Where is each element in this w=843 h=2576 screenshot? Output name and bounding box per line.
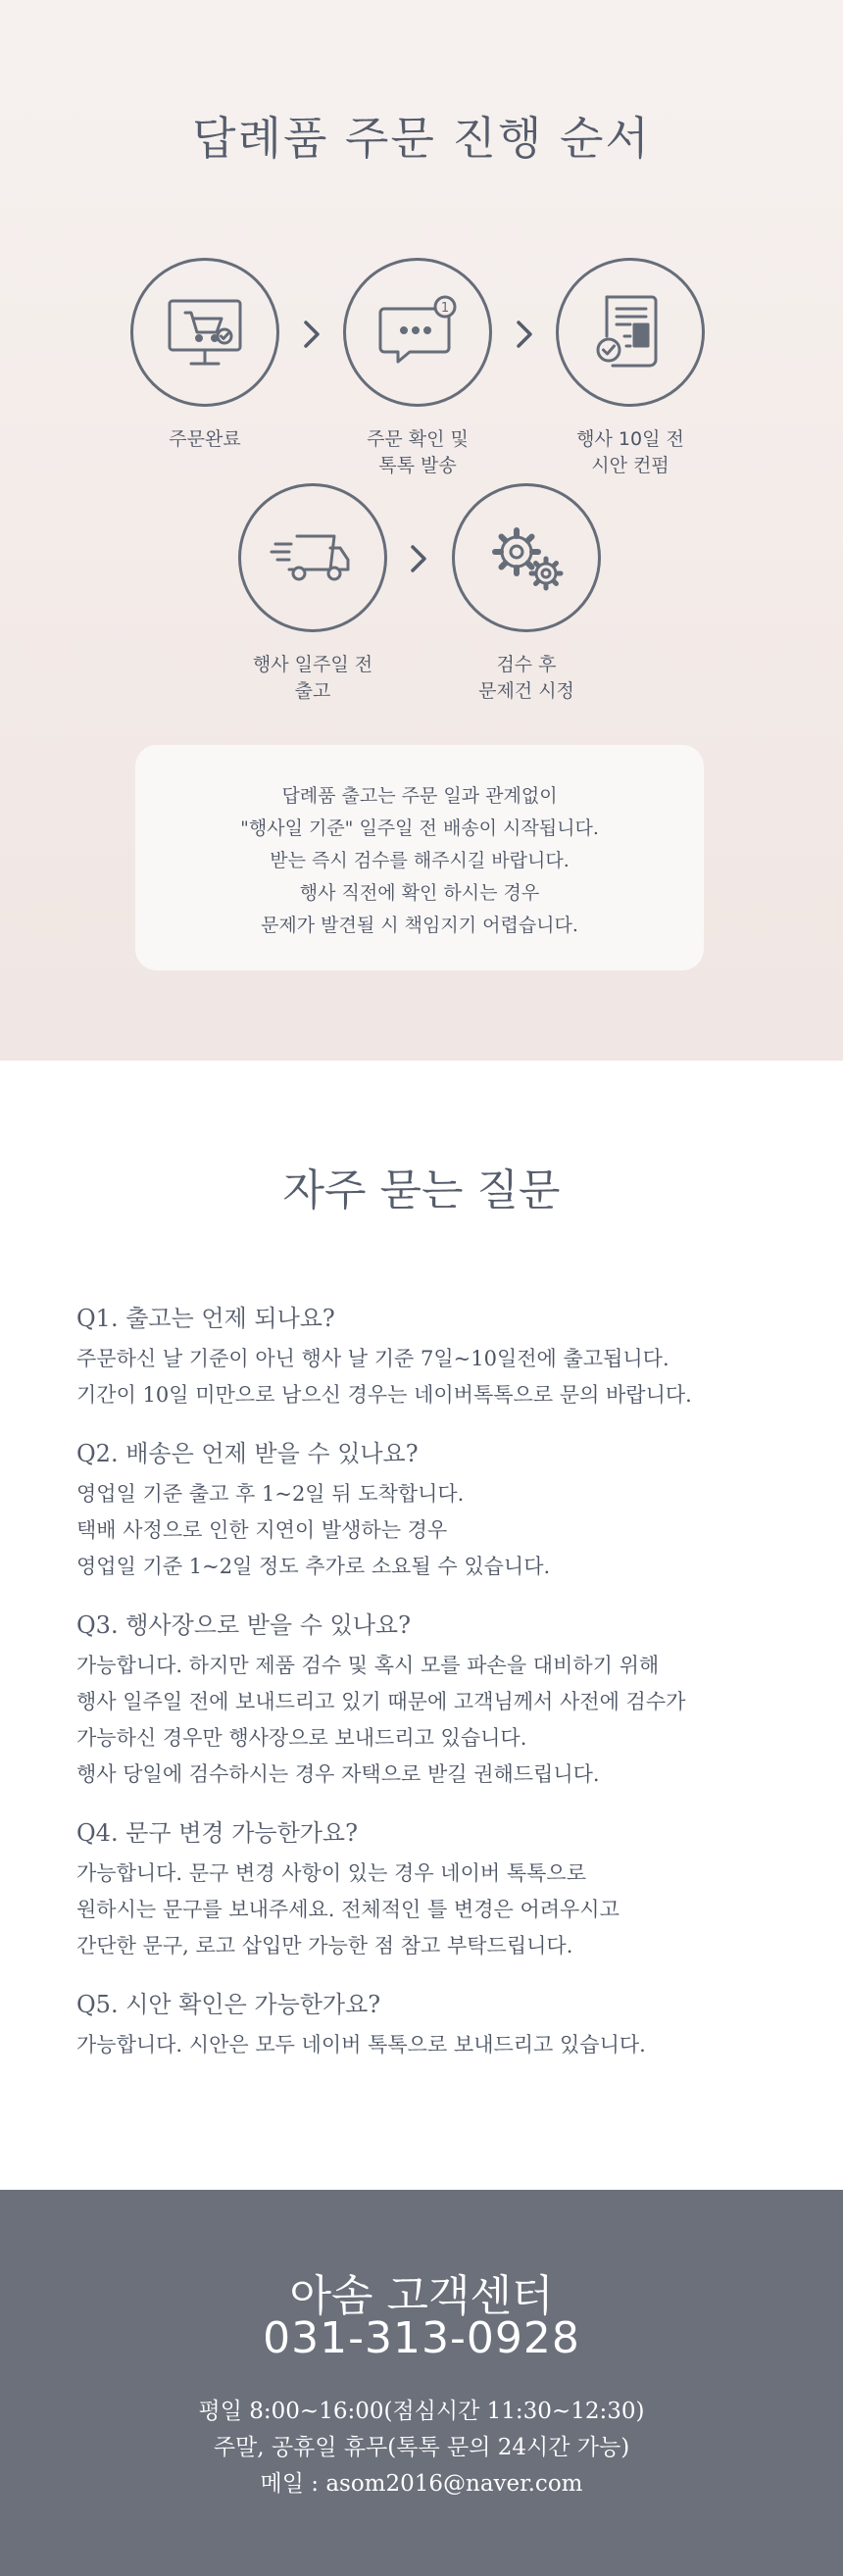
process-step-inspection	[419, 483, 634, 705]
faq-item	[76, 1988, 782, 2063]
faq-answer: 주문하신 날 기준이 아닌 행사 날 기준 7일~10일전에 출고됩니다. 기간이 10일 미만으로 남으신 경우는 네이버톡톡으로 문의 바랍니다.	[76, 1347, 692, 1407]
faq-list	[76, 1302, 782, 2087]
shipping-notice-box	[135, 745, 704, 970]
customer-center-section	[0, 2190, 843, 2576]
delivery-truck-icon	[270, 515, 356, 601]
faq-answer: 가능합니다. 문구 변경 사항이 있는 경우 네이버 톡톡으로 원하시는 문구를 보내주세요. 전체적인 틀 변경은 어려우시고 간단한 문구, 로고 삽입만 가능한 점 참고 부탁드립니다.	[76, 1861, 620, 1957]
monitor-cart-icon	[162, 289, 248, 375]
step-label: 주문완료	[169, 428, 241, 450]
customer-center-info	[0, 2394, 843, 2502]
faq-question: Q3. 행사장으로 받을 수 있나요?	[76, 1611, 411, 1639]
process-step-order-complete	[97, 258, 313, 453]
step-label: 주문 확인 및 톡톡 발송	[367, 428, 469, 476]
faq-question: Q5. 시안 확인은 가능한가요?	[76, 1991, 381, 2018]
faq-answer: 영업일 기준 출고 후 1~2일 뒤 도착합니다. 택배 사정으로 인한 지연이 발생하는 경우 영업일 기준 1~2일 정도 추가로 소요될 수 있습니다.	[76, 1482, 551, 1578]
faq-item	[76, 1302, 782, 1413]
notice-line: 받는 즉시 검수를 해주시길 바랍니다.	[270, 850, 570, 871]
step-circle	[556, 258, 705, 407]
faq-title: 자주 묻는 질문	[282, 1165, 561, 1215]
faq-answer: 가능합니다. 하지만 제품 검수 및 혹시 모를 파손을 대비하기 위해 행사 일주일 전에 보내드리고 있기 때문에 고객님께서 사전에 검수가 가능하신 경우만 행사장으로 보내드리고 있습니다. 행사 당일에 검수하시는 경우 자택으로 받길 권해드립니다.	[76, 1654, 686, 1786]
weekend-notice: 주말, 공휴일 휴무(톡톡 문의 24시간 가능)	[213, 2435, 630, 2460]
customer-center-title: 아솜 고객센터	[289, 2271, 554, 2321]
faq-question: Q2. 배송은 언제 받을 수 있나요?	[76, 1440, 419, 1467]
process-step-order-confirm	[310, 258, 525, 479]
chat-bubble-icon	[374, 289, 461, 375]
faq-section	[0, 1061, 843, 2190]
faq-item	[76, 1609, 782, 1793]
customer-center-phone: 031-313-0928	[263, 2313, 580, 2363]
faq-question: Q1. 출고는 언제 되나요?	[76, 1305, 335, 1332]
notice-line: "행사일 기준" 일주일 전 배송이 시작됩니다.	[240, 817, 599, 839]
notice-line: 문제가 발견될 시 책임지기 어렵습니다.	[261, 915, 578, 936]
faq-item	[76, 1816, 782, 1964]
step-label: 행사 10일 전 시안 컨펌	[576, 428, 684, 476]
contact-email: 메일 : asom2016@naver.com	[260, 2471, 583, 2497]
order-process-section	[0, 0, 843, 1061]
process-step-shipping	[205, 483, 421, 705]
step-label: 행사 일주일 전 출고	[252, 654, 373, 702]
faq-item	[76, 1437, 782, 1585]
process-step-draft-confirm	[522, 258, 738, 479]
step-circle	[452, 483, 601, 632]
notice-line: 답례품 출고는 주문 일과 관계없이	[281, 785, 558, 807]
step-circle	[238, 483, 387, 632]
step-circle	[130, 258, 279, 407]
gears-icon	[483, 515, 570, 601]
svg-text:1: 1	[440, 301, 450, 316]
process-title: 답례품 주문 진행 순서	[192, 112, 651, 165]
step-circle	[343, 258, 492, 407]
business-hours: 평일 8:00~16:00(점심시간 11:30~12:30)	[198, 2399, 645, 2424]
faq-question: Q4. 문구 변경 가능한가요?	[76, 1819, 358, 1847]
faq-answer: 가능합니다. 시안은 모두 네이버 톡톡으로 보내드리고 있습니다.	[76, 2033, 646, 2056]
notice-line: 행사 직전에 확인 하시는 경우	[299, 882, 540, 904]
document-check-icon	[587, 289, 673, 375]
step-label: 검수 후 문제건 시정	[478, 654, 574, 702]
